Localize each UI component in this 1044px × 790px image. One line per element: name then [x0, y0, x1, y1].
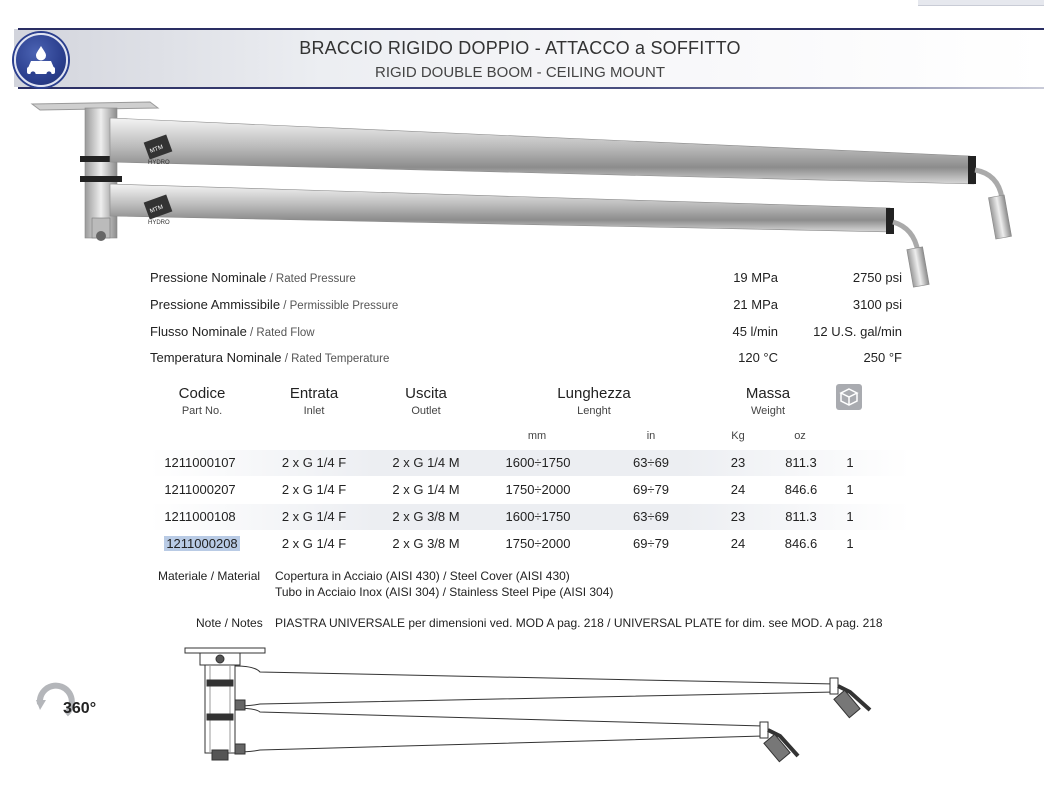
col-subheader-weight: Weight	[750, 405, 786, 417]
cell-length-mm: 1750÷2000	[505, 482, 571, 497]
cell-part-no-selected[interactable]: 1211000208	[164, 536, 240, 551]
cell-weight-kg: 23	[730, 509, 746, 524]
spec-label: Flusso Nominale	[150, 324, 247, 339]
col-header-length: Lunghezza	[557, 385, 631, 402]
spec-sublabel: / Rated Temperature	[281, 353, 390, 365]
cell-pack-qty: 1	[846, 509, 854, 524]
top-tab-strip	[918, 0, 1044, 6]
cell-part-no[interactable]: 1211000207	[164, 482, 236, 497]
col-subheader-inlet: Inlet	[303, 405, 325, 417]
cell-inlet: 2 x G 1/4 F	[281, 536, 347, 551]
package-icon	[836, 384, 862, 410]
cell-length-mm: 1600÷1750	[505, 455, 571, 470]
col-header-weight: Massa	[745, 385, 791, 402]
cell-part-no[interactable]: 1211000107	[164, 455, 236, 470]
cell-weight-oz: 846.6	[784, 536, 818, 551]
brand-label-hydro-2: HYDRO	[148, 220, 170, 226]
material-label: Materiale / Material	[158, 569, 261, 583]
spec-row-rated-temperature	[150, 350, 910, 372]
spec-sublabel: / Rated Pressure	[266, 273, 356, 285]
cell-pack-qty: 1	[846, 455, 854, 470]
table-row	[150, 450, 910, 476]
unit-kg: Kg	[731, 430, 745, 442]
table-row	[150, 531, 910, 557]
spec-label: Temperatura Nominale	[150, 350, 282, 365]
spec-metric-value: 120 °C	[738, 350, 778, 365]
cell-length-mm: 1600÷1750	[505, 509, 571, 524]
cell-weight-kg: 23	[730, 455, 746, 470]
page-subtitle: RIGID DOUBLE BOOM - CEILING MOUNT	[374, 64, 666, 81]
spec-imperial-value: 12 U.S. gal/min	[813, 324, 902, 339]
table-row	[150, 504, 910, 530]
notes-label: Note / Notes	[196, 616, 263, 630]
cell-pack-qty: 1	[846, 482, 854, 497]
unit-oz: oz	[794, 430, 806, 442]
spec-sublabel: / Rated Flow	[246, 327, 315, 339]
brand-label-hydro: HYDRO	[148, 160, 170, 166]
brand-label-mtm-2: MTM	[149, 204, 165, 215]
cell-length-in: 69÷79	[632, 482, 670, 497]
spec-label: Pressione Ammissibile	[150, 297, 281, 312]
spec-imperial-value: 2750 psi	[852, 270, 902, 285]
brand-label-mtm: MTM	[149, 144, 165, 155]
cell-inlet: 2 x G 1/4 F	[281, 482, 347, 497]
table-row	[150, 477, 910, 503]
material-line-1: Copertura in Acciaio (AISI 430) / Steel Cover (AISI 430)	[275, 569, 570, 583]
spec-imperial-value: 250 °F	[863, 350, 902, 365]
spec-sublabel: / Permissible Pressure	[280, 300, 399, 312]
spec-row-rated-pressure	[150, 270, 910, 292]
rotation-label: 360°	[63, 700, 97, 717]
car-wash-icon	[14, 33, 68, 87]
spec-label: Pressione Nominale	[150, 270, 267, 285]
spec-metric-value: 21 MPa	[733, 297, 778, 312]
cell-length-in: 63÷69	[632, 455, 670, 470]
cell-weight-oz: 811.3	[785, 455, 817, 470]
car-wash-glyph	[16, 35, 66, 85]
spec-metric-value: 19 MPa	[733, 270, 778, 285]
cell-inlet: 2 x G 1/4 F	[281, 455, 347, 470]
cell-outlet: 2 x G 3/8 M	[392, 509, 460, 524]
header-divider-bottom	[18, 87, 1044, 89]
cell-weight-kg: 24	[730, 536, 746, 551]
unit-in: in	[646, 430, 656, 442]
cell-length-mm: 1750÷2000	[505, 536, 571, 551]
spec-row-rated-flow	[150, 324, 910, 346]
cell-weight-oz: 846.6	[784, 482, 818, 497]
cell-outlet: 2 x G 1/4 M	[392, 482, 460, 497]
cell-inlet: 2 x G 1/4 F	[281, 509, 347, 524]
col-subheader-length: Lenght	[577, 405, 611, 417]
col-header-part-no: Codice	[178, 385, 226, 402]
cell-part-no[interactable]: 1211000108	[164, 509, 236, 524]
cell-length-in: 63÷69	[632, 509, 670, 524]
col-header-inlet: Entrata	[289, 385, 339, 402]
cell-weight-kg: 24	[730, 482, 746, 497]
spec-imperial-value: 3100 psi	[852, 297, 902, 312]
header-divider-top	[18, 28, 1044, 30]
spec-row-permissible-pressure	[150, 297, 910, 319]
col-header-outlet: Uscita	[405, 385, 447, 402]
cell-length-in: 69÷79	[632, 536, 670, 551]
unit-mm: mm	[527, 430, 547, 442]
technical-drawing	[180, 640, 880, 770]
spec-metric-value: 45 l/min	[732, 324, 778, 339]
col-subheader-outlet: Outlet	[411, 405, 441, 417]
col-subheader-part-no: Part No.	[181, 405, 223, 417]
cell-outlet: 2 x G 1/4 M	[392, 455, 460, 470]
page-title: BRACCIO RIGIDO DOPPIO - ATTACCO a SOFFITTO	[299, 38, 741, 58]
cell-pack-qty: 1	[846, 536, 854, 551]
cell-weight-oz: 811.3	[785, 509, 817, 524]
cell-outlet: 2 x G 3/8 M	[392, 536, 460, 551]
material-line-2: Tubo in Acciaio Inox (AISI 304) / Stainless Steel Pipe (AISI 304)	[275, 585, 614, 599]
notes-text: PIASTRA UNIVERSALE per dimensioni ved. MOD A pag. 218 / UNIVERSAL PLATE for dim. see MOD. A pag. 218	[275, 616, 883, 630]
